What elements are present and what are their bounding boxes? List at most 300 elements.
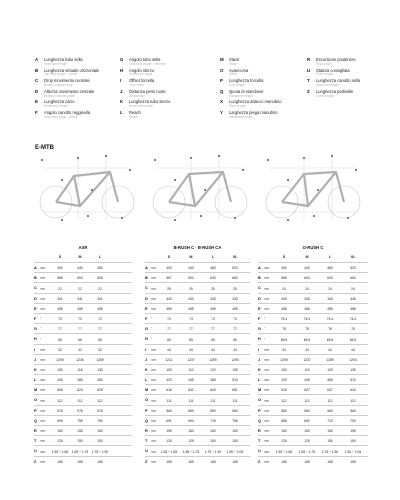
row-value: 576 [77,408,83,413]
b-rush-geometry-diagram [145,150,255,225]
row-unit: mm [264,439,270,444]
row-value: 44 [328,347,332,352]
row-value: 165 [232,459,238,464]
row-value: 604 [77,276,83,281]
row-unit: mm [151,347,157,352]
row-value: 480 [97,378,103,383]
row-value: 165 [57,459,63,464]
row-value: 455 [77,306,83,311]
row-unit: mm [40,306,46,311]
row-key: A [145,266,148,270]
row-unit: ° [40,327,42,332]
row-value: 25 [233,286,237,291]
row-value: 66 [78,337,82,342]
row-value: 44 [305,347,309,352]
row-value: 343 [210,296,216,301]
size-column-header: M [189,255,193,259]
row-value: 165 [350,459,356,464]
row-key: C [34,286,37,291]
table-row [258,456,368,466]
row-value: 25 [167,286,171,291]
row-value: 165 [97,459,103,464]
row-value: 25 [189,286,193,291]
row-value: 112 [57,398,63,403]
size-column-header: L [211,255,215,259]
row-value: 120 [327,368,333,373]
row-value: 520 [350,266,356,271]
row-value: 345 [327,296,333,301]
row-value: 455 [188,306,194,311]
row-value: 150 [327,439,333,444]
row-unit: mm [264,459,270,464]
row-value: 1.55 ÷ 1.65 [160,449,178,454]
table-row [34,364,132,374]
row-value: 630 [210,276,216,281]
size-column-header: L [98,255,102,259]
legend-label: Lunghezza canotto sella [316,78,361,84]
legend-label: Lunghezza forcella [229,78,264,84]
size-column-header: M [78,255,82,259]
row-unit: mm [264,449,270,454]
row-value: 343 [166,296,172,301]
row-key: U [145,449,148,454]
row-unit: ° [151,337,153,342]
table-row [145,272,250,282]
row-value: 125 [304,439,310,444]
row-key: K [145,367,148,372]
table-row [258,354,368,364]
size-header [145,255,250,261]
table-row [145,293,250,303]
row-unit: mm [151,459,157,464]
row-unit: mm [40,439,46,444]
row-unit: mm [40,357,46,362]
row-value: 105 [57,368,63,373]
table-row [34,445,132,455]
row-value: 72 [98,317,102,322]
row-value: 24 [328,286,332,291]
table-row [34,415,132,425]
row-value: 112 [97,398,103,403]
row-key: A [34,266,37,270]
table-row [258,344,368,354]
row-value: 24 [305,286,309,291]
row-value: 632 [188,388,194,393]
table-title: AXR [78,245,88,250]
table-row [258,384,368,394]
row-unit: mm [40,266,46,271]
row-value: 66 [58,337,62,342]
row-key: R [258,429,261,433]
row-key: O [258,398,261,403]
row-value: 520 [232,266,238,271]
row-unit: mm [40,286,46,291]
row-value: 165 [166,459,172,464]
row-value: 560 [327,408,333,413]
row-value: 125 [57,439,63,444]
row-unit: mm [151,296,157,301]
table-row [258,445,368,455]
row-value: 750 [350,419,356,423]
row-value: 456 [281,306,287,311]
row-value: 455 [97,306,103,311]
table-rows [34,262,132,466]
row-key: E [258,306,261,311]
row-value: 112 [77,398,83,403]
row-key: B [145,276,148,281]
row-value: 78 [282,327,286,332]
table-row [145,456,250,466]
legend-key: I [120,78,122,84]
legend-label: Statura consigliata [316,67,350,73]
legend-sublabel: Rear travel [316,61,332,66]
table-rows [258,262,368,466]
row-value: 42 [78,347,82,352]
row-key: U [34,449,37,454]
legend-key: C [35,78,39,84]
row-value: 1237 [187,357,195,362]
row-value: 111 [210,398,216,403]
table-row [34,435,132,445]
row-value: 22 [58,286,62,291]
row-unit: mm [151,378,157,383]
row-unit: mm [264,266,270,271]
legend-sublabel: Chainstay length [44,104,68,109]
section-title: E-MTB [35,145,54,151]
row-value: 78 [351,327,355,332]
row-key: P [145,408,148,413]
table-row [34,313,132,323]
row-key: D [145,296,148,301]
row-value: 111 [232,398,238,403]
row-value: 691 [166,419,172,423]
row-value: 65 [211,337,215,342]
row-key: U [258,449,261,454]
legend-label: Lunghezza pedivelle [316,88,354,94]
row-value: 78 [305,327,309,332]
row-value: 150 [210,429,216,434]
row-value: 100 [166,368,172,373]
row-value: 1209 [56,357,64,362]
row-value: 150 [232,439,238,444]
table-title: O-RUSH C [302,245,324,250]
table-row [258,394,368,404]
row-key: B [258,276,261,281]
row-unit: ° [264,327,266,332]
row-unit: mm [40,296,46,301]
row-value: 1259 [209,357,217,362]
row-key: Q [145,418,148,423]
row-value: 77 [98,327,102,332]
row-unit: mm [40,388,46,393]
legend-key: Y [220,109,223,115]
row-unit: mm [40,276,46,281]
row-unit: mm [264,398,270,403]
row-key: R [145,429,148,433]
table-row [34,425,132,435]
legend-sublabel: Fork length [229,82,245,87]
row-value: 65 [189,337,193,342]
row-value: 615 [281,388,287,393]
row-key: G [34,327,37,332]
table-rows [145,262,250,466]
row-value: 694 [188,419,194,423]
row-value: 576 [97,408,103,413]
row-value: 77 [233,327,237,332]
legend-sublabel: Stack [229,61,237,66]
row-value: 455 [210,306,216,311]
row-value: 640 [210,388,216,393]
legend-sublabel: Crank length [316,93,335,98]
row-value: 345 [350,296,356,301]
legend-label: Lunghezza tubo sterzo [129,99,171,105]
table-row [145,445,250,455]
row-key: R [34,429,37,433]
row-unit: mm [264,286,270,291]
row-value: 111 [188,398,194,403]
row-value: 445 [57,378,63,383]
row-value: 1211 [165,357,173,362]
row-value: 445 [304,378,310,383]
table-row [145,313,250,323]
row-unit: mm [40,459,46,464]
row-value: 44 [282,347,286,352]
row-value: 455 [166,306,172,311]
row-unit: mm [264,378,270,383]
row-value: 1259 [326,357,334,362]
row-unit: ° [264,337,266,342]
table-row [145,425,250,435]
row-value: 74 [167,317,171,322]
row-value: 110 [188,368,194,373]
row-value: 165 [210,459,216,464]
row-key: O [145,398,148,403]
legend-sublabel: Wheelbase [129,93,145,98]
row-value: 1290 [349,357,357,362]
row-value: 42 [98,347,102,352]
table-row [258,303,368,313]
row-key: M [258,388,262,393]
row-key: G [145,327,148,332]
row-unit: mm [151,388,157,393]
row-value: 713 [327,419,333,423]
row-value: 660 [232,276,238,281]
legend-label: Lunghezza attacco manubrio [229,99,282,105]
row-value: 465 [327,378,333,383]
row-unit: mm [264,347,270,352]
row-value: 22 [78,286,82,291]
legend-key: A [35,57,39,62]
legend-label: Drop movimento centrale [44,78,90,84]
row-key: L [258,378,261,383]
row-value: 616 [166,388,172,393]
row-value: 345 [281,296,287,301]
table-row [258,293,368,303]
row-unit: mm [264,429,270,434]
row-value: 65.5 [326,337,334,342]
row-value: 560 [281,408,287,413]
table-row [258,364,368,374]
row-value: 77 [78,327,82,332]
row-key: L [34,378,37,383]
row-value: 24 [351,286,355,291]
row-value: 1.55 ÷ 1.65 [275,449,293,454]
legend-label: Avancorsa [229,67,249,73]
row-value: 586 [57,276,63,281]
legend-key: Q [220,88,224,94]
legend-sublabel: Bottom bracket height [44,93,76,98]
row-key: A [258,266,261,270]
row-value: 70 [78,317,82,322]
row-value: 688 [281,419,287,423]
row-value: 455 [232,306,238,311]
row-key: J [34,357,37,362]
legend-key: Z [307,88,310,94]
legend-key: P [220,78,223,84]
row-value: 150 [210,439,216,444]
row-value: 456 [350,306,356,311]
row-key: T [145,439,148,444]
size-header [258,255,368,261]
legend-key: L [120,109,123,115]
row-value: 22 [98,286,102,291]
table-row [34,456,132,466]
legend-key: U [307,67,311,73]
row-value: 66 [98,337,102,342]
row-value: 77 [167,327,171,332]
row-value: 1.65 ÷ 1.75 [298,449,316,454]
row-unit: mm [151,408,157,413]
row-value: 130 [97,368,103,373]
row-value: 345 [304,296,310,301]
table-row [145,262,250,272]
table-row [258,415,368,425]
row-value: 65.5 [303,337,311,342]
row-value: 74 [211,317,215,322]
row-key: C [145,286,148,291]
row-value: 100 [281,368,287,373]
legend-label: Lunghezza tubo sella [44,57,83,62]
row-unit: mm [151,449,157,454]
row-value: 77 [58,327,62,332]
row-value: 135 [232,368,238,373]
row-value: 70 [58,317,62,322]
row-value: 400 [57,266,63,271]
size-column-header: S [58,255,62,259]
row-unit: mm [151,439,157,444]
row-value: 1.90 ÷ 2.05 [344,449,362,454]
row-value: 77 [211,327,215,332]
row-value: 111 [166,398,172,403]
table-row [258,405,368,415]
row-unit: mm [40,419,46,423]
row-key: H [258,337,261,342]
row-key: P [34,408,37,413]
row-unit: mm [264,388,270,393]
table-row [34,344,132,354]
row-value: 629 [97,388,103,393]
row-unit: ° [151,327,153,332]
legend-sublabel: Seat tube length [44,61,68,66]
row-value: 637 [327,388,333,393]
table-row [34,303,132,313]
table-row [145,415,250,425]
row-key: E [34,306,37,311]
table-row [145,333,250,343]
table-row [258,425,368,435]
row-key: B [34,276,37,281]
row-value: 510 [350,378,356,383]
row-unit: mm [151,276,157,281]
legend-key: E [35,99,38,105]
table-row [145,344,250,354]
row-value: 480 [97,266,103,271]
row-value: 343 [188,296,194,301]
row-value: 560 [232,408,238,413]
axr-geometry-diagram [32,150,142,225]
table-row [34,394,132,404]
row-key: I [34,347,36,352]
row-value: 560 [304,408,310,413]
row-value: 150 [350,439,356,444]
row-key: D [258,296,261,301]
table-row [258,262,368,272]
row-value: 135 [350,368,356,373]
row-value: 150 [77,439,83,444]
legend-key: G [120,57,124,62]
legend-key: B [35,67,39,73]
row-value: 1.75 ÷ 1.90 [91,449,109,454]
row-value: 343 [232,296,238,301]
legend-sublabel: Head tube angle [129,72,153,77]
row-unit: mm [151,306,157,311]
row-key: I [145,347,147,352]
row-key: F [258,316,261,321]
table-row [145,354,250,364]
legend-sublabel: Fork offset [129,82,144,87]
legend-key: M [220,57,224,62]
table-row [145,282,250,292]
row-value: 1209 [280,357,288,362]
legend-key: D [35,88,39,94]
row-key: Q [258,418,261,423]
table-title: B-RUSH C · B-RUSH CA [173,245,222,250]
row-value: 445 [188,378,194,383]
table-row [34,272,132,282]
row-value: 1.65 ÷ 1.75 [71,449,89,454]
row-value: 510 [232,378,238,383]
table-row [34,405,132,415]
row-value: 690 [57,419,63,423]
row-unit: mm [40,368,46,373]
row-value: 627 [304,388,310,393]
row-value: 1237 [303,357,311,362]
row-value: 756 [232,419,238,423]
table-row [34,374,132,384]
legend-label: Lunghezza virtuale orizzontale [44,67,100,73]
legend-sublabel: Offset [229,72,238,77]
table-row [145,374,250,384]
legend-label: Escursione posteriore [316,57,356,62]
legend-key: J [120,88,123,94]
row-key: Z [34,459,37,464]
row-value: 604 [304,276,310,281]
row-value: 480 [327,266,333,271]
size-header [34,255,132,261]
row-key: J [145,357,148,362]
row-value: 341 [57,296,63,301]
row-unit: ° [40,337,42,342]
